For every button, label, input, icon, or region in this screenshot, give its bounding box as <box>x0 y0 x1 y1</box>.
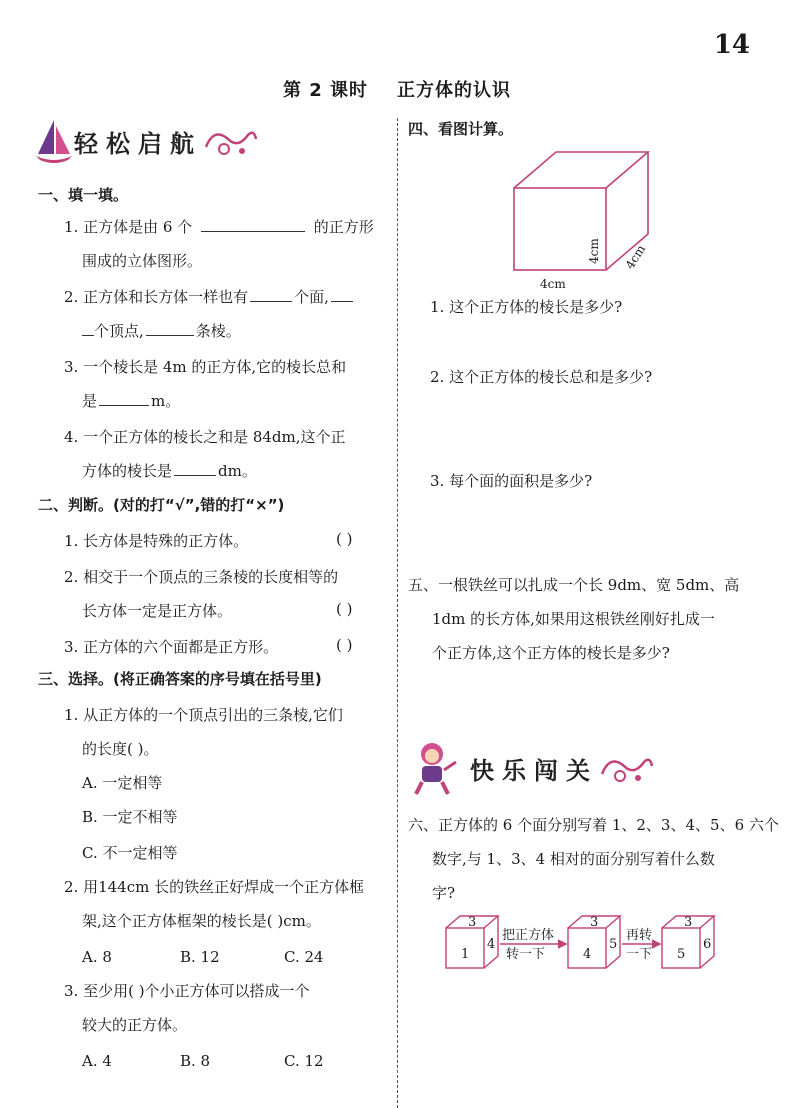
s1-q2-blank-faces[interactable] <box>250 287 292 302</box>
s3-q3-option-a[interactable]: A. 4 <box>82 1052 112 1070</box>
cube-diagram <box>500 146 670 292</box>
column-divider <box>397 118 398 1108</box>
s1-q4-line2 <box>82 460 257 482</box>
s1-q4-text-c: dm。 <box>218 462 257 480</box>
cube3-right: 6 <box>703 937 712 952</box>
cube-bottom-label: 4cm <box>540 277 566 291</box>
s4-q3: 3. 每个面的面积是多少? <box>430 472 593 490</box>
s6-line3: 字? <box>432 884 456 902</box>
s3-q2-line1: 2. 用144cm 长的铁丝正好焊成一个正方体框 <box>64 878 365 896</box>
s1-q2-blank-vertices-b[interactable] <box>82 321 94 336</box>
s1-q2-text-b: 个面, <box>294 288 329 306</box>
cube-right-label: 4cm <box>587 238 601 264</box>
banner-left-text: 轻松启航 <box>74 129 202 158</box>
page-number: 14 <box>713 30 750 60</box>
s1-q4-text-b: 方体的棱长是 <box>82 462 173 480</box>
section2-heading: 二、判断。(对的打“√”,错的打“×”) <box>38 496 285 514</box>
cube-depth-label: 4cm <box>622 242 649 272</box>
cube1-right: 4 <box>487 937 496 952</box>
s6-line1: 六、正方体的 6 个面分别写着 1、2、3、4、5、6 六个 <box>408 816 779 834</box>
cartoon-kid-icon <box>408 740 460 796</box>
section4-heading: 四、看图计算。 <box>408 120 514 138</box>
s1-q3-line2 <box>82 390 180 412</box>
s5-line1: 五、一根铁丝可以扎成一个长 9dm、宽 5dm、高 <box>408 576 740 594</box>
s2-q3: 3. 正方体的六个面都是正方形。 <box>64 638 279 656</box>
cube2-top: 3 <box>590 915 599 930</box>
s6-line2: 数字,与 1、3、4 相对的面分别写着什么数 <box>432 850 715 868</box>
cube2-front: 4 <box>583 947 592 962</box>
arrow1-label-top: 把正方体 <box>502 928 555 943</box>
s1-q2-text-a: 2. 正方体和长方体一样也有 <box>64 288 249 306</box>
s1-q2-blank-edges[interactable] <box>146 321 194 336</box>
s3-q3-line2: 较大的正方体。 <box>82 1016 188 1034</box>
s1-q1-line2: 围成的立体图形。 <box>82 252 203 270</box>
cube1-front: 1 <box>461 947 470 962</box>
s1-q4-line1: 4. 一个正方体的棱长之和是 84dm,这个正 <box>64 428 346 446</box>
banner-right-text: 快乐闯关 <box>470 756 598 785</box>
s3-q3-option-c[interactable]: C. 12 <box>284 1052 324 1070</box>
s2-q2-line1: 2. 相交于一个顶点的三条棱的长度相等的 <box>64 568 339 586</box>
s1-q1-text-b: 的正方形 <box>313 218 374 236</box>
cube3-top: 3 <box>684 915 693 930</box>
s2-q3-answer-paren[interactable]: ( ) <box>336 636 353 654</box>
banner-right <box>408 740 654 796</box>
sailboat-icon <box>34 118 74 164</box>
swirl-decoration-icon <box>202 121 258 161</box>
s1-q2-text-c: 个顶点, <box>94 322 144 340</box>
section3-heading: 三、选择。(将正确答案的序号填在括号里) <box>38 670 322 688</box>
arrow1-label-bottom: 转一下 <box>506 947 546 962</box>
s1-q2-line1 <box>64 286 353 308</box>
cube1-top: 3 <box>468 915 477 930</box>
s4-q1: 1. 这个正方体的棱长是多少? <box>430 298 623 316</box>
arrow2-label-top: 再转 <box>626 928 653 943</box>
s2-q1: 1. 长方体是特殊的正方体。 <box>64 532 249 550</box>
s3-q3-line1: 3. 至少用( )个小正方体可以搭成一个 <box>64 982 310 1000</box>
s3-q1-line1: 1. 从正方体的一个顶点引出的三条棱,它们 <box>64 706 343 724</box>
cube-rotation-diagram <box>440 910 730 976</box>
banner-left <box>34 118 258 164</box>
s3-q1-option-c[interactable]: C. 不一定相等 <box>82 844 178 862</box>
s5-line2: 1dm 的长方体,如果用这根铁丝刚好扎成一 <box>432 610 715 628</box>
cube2-right: 5 <box>609 937 618 952</box>
s1-q1-line1 <box>64 216 374 238</box>
s1-q3-text-c: m。 <box>151 392 181 410</box>
s1-q4-blank[interactable] <box>174 461 216 476</box>
s1-q2-blank-vertices-a[interactable] <box>331 287 353 302</box>
s2-q2-line2: 长方体一定是正方体。 <box>82 602 233 620</box>
s3-q1-option-a[interactable]: A. 一定相等 <box>82 774 163 792</box>
s4-q2: 2. 这个正方体的棱长总和是多少? <box>430 368 653 386</box>
swirl-decoration-icon <box>598 748 654 788</box>
s1-q2-text-d: 条棱。 <box>195 322 241 340</box>
arrow2-label-bottom: 一下 <box>626 947 653 962</box>
s1-q1-text-a: 1. 正方体是由 6 个 <box>64 218 193 236</box>
s1-q2-line2 <box>82 320 241 342</box>
s1-q3-line1: 3. 一个棱长是 4m 的正方体,它的棱长总和 <box>64 358 347 376</box>
s3-q1-line2: 的长度( )。 <box>82 740 159 758</box>
s1-q3-blank[interactable] <box>99 391 149 406</box>
s5-line3: 个正方体,这个正方体的棱长是多少? <box>432 644 670 662</box>
s3-q2-option-a[interactable]: A. 8 <box>82 948 112 966</box>
s2-q1-answer-paren[interactable]: ( ) <box>336 530 353 548</box>
s3-q2-option-b[interactable]: B. 12 <box>180 948 220 966</box>
s3-q1-option-b[interactable]: B. 一定不相等 <box>82 808 178 826</box>
s1-q1-blank[interactable] <box>201 217 305 232</box>
page-title: 第 2 课时 正方体的认识 <box>282 80 512 101</box>
section1-heading: 一、填一填。 <box>38 186 129 204</box>
s3-q3-option-b[interactable]: B. 8 <box>180 1052 211 1070</box>
s3-q2-line2: 架,这个正方体框架的棱长是( )cm。 <box>82 912 321 930</box>
s2-q2-answer-paren[interactable]: ( ) <box>336 600 353 618</box>
cube3-front: 5 <box>677 947 686 962</box>
s1-q3-text-b: 是 <box>82 392 98 410</box>
s3-q2-option-c[interactable]: C. 24 <box>284 948 324 966</box>
